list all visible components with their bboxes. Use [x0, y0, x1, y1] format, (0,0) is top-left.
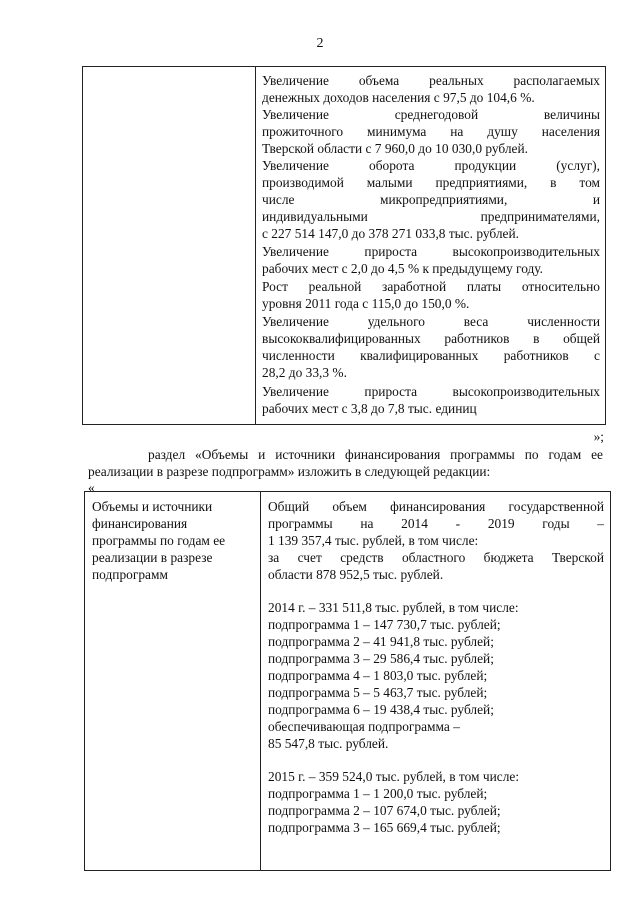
table1-line: Увеличение оборота продукции (услуг), — [262, 158, 600, 173]
table2-left-line: программы по годам ее — [92, 533, 226, 548]
table2-line: подпрограмма 3 – 29 586,4 тыс. рублей; — [268, 651, 494, 666]
table1-line: Тверской области с 7 960,0 до 10 030,0 рублей. — [262, 141, 529, 156]
table2-line: подпрограмма 5 – 5 463,7 тыс. рублей; — [268, 685, 488, 700]
table1-line: Увеличение прироста высокопроизводительных — [262, 244, 600, 259]
table2-line: 2014 г. – 331 511,8 тыс. рублей, в том числе: — [268, 600, 519, 615]
table2-line: подпрограмма 2 – 41 941,8 тыс. рублей; — [268, 634, 494, 649]
table1-line: численности квалифицированных работников с — [262, 348, 600, 363]
opening-quote: « — [88, 480, 95, 495]
table2-line: подпрограмма 3 – 165 669,4 тыс. рублей; — [268, 820, 501, 835]
table1-line: денежных доходов населения с 97,5 до 104,6 %. — [262, 90, 535, 105]
table1-line: Увеличение среднегодовой величины — [262, 107, 600, 122]
table2-line: Общий объем финансирования государственной — [268, 499, 604, 514]
table1-left-cell — [82, 66, 256, 425]
table2-left-line: реализации в разрезе — [92, 550, 213, 565]
table1-line: с 227 514 147,0 до 378 271 033,8 тыс. рублей. — [262, 226, 519, 241]
table2-left-line: Объемы и источники — [92, 499, 213, 514]
paragraph-line: раздел «Объемы и источники финансирования программы по годам ее — [148, 447, 603, 462]
table1-line: Рост реальной заработной платы относительно — [262, 279, 600, 294]
table2-line: 1 139 357,4 тыс. рублей, в том числе: — [268, 533, 479, 548]
table2-line: подпрограмма 1 – 1 200,0 тыс. рублей; — [268, 786, 488, 801]
table1-line: Увеличение удельного веса численности — [262, 314, 600, 329]
table1-line: прожиточного минимума на душу населения — [262, 124, 600, 139]
table2-left-line: финансирования — [92, 516, 188, 531]
table2-line: области 878 952,5 тыс. рублей. — [268, 567, 444, 582]
table1-line: производимой малыми предприятиями, в том — [262, 175, 600, 190]
paragraph-line: реализации в разрезе подпрограмм» изложить в следующей редакции: — [88, 464, 491, 479]
table1-line: рабочих мест с 2,0 до 4,5 % к предыдущему году. — [262, 261, 544, 276]
table1-line: рабочих мест с 3,8 до 7,8 тыс. единиц — [262, 401, 477, 416]
closing-quote: »; — [593, 429, 604, 444]
table1-line: числе микропредприятиями, и — [262, 192, 600, 207]
table1-line: 28,2 до 33,3 %. — [262, 365, 347, 380]
table1-line: Увеличение объема реальных располагаемых — [262, 73, 600, 88]
table2-line: подпрограмма 6 – 19 438,4 тыс. рублей; — [268, 702, 494, 717]
table1-line: Увеличение прироста высокопроизводительных — [262, 384, 600, 399]
table2-line: подпрограмма 1 – 147 730,7 тыс. рублей; — [268, 617, 501, 632]
table2-line: подпрограмма 4 – 1 803,0 тыс. рублей; — [268, 668, 488, 683]
page-number: 2 — [316, 36, 324, 51]
table2-line: 85 547,8 тыс. рублей. — [268, 736, 389, 751]
table1-line: высококвалифицированных работников в общей — [262, 331, 600, 346]
table2-line: 2015 г. – 359 524,0 тыс. рублей, в том числе: — [268, 769, 520, 784]
table1-line: уровня 2011 года с 115,0 до 150,0 %. — [262, 296, 470, 311]
table1-line: индивидуальными предпринимателями, — [262, 209, 600, 224]
table2-line: обеспечивающая подпрограмма – — [268, 719, 460, 734]
table2-line: подпрограмма 2 – 107 674,0 тыс. рублей; — [268, 803, 501, 818]
table2-left-line: подпрограмм — [92, 567, 168, 582]
table2-line: за счет средств областного бюджета Тверской — [268, 550, 604, 565]
table2-line: программы на 2014 - 2019 годы – — [268, 516, 604, 531]
